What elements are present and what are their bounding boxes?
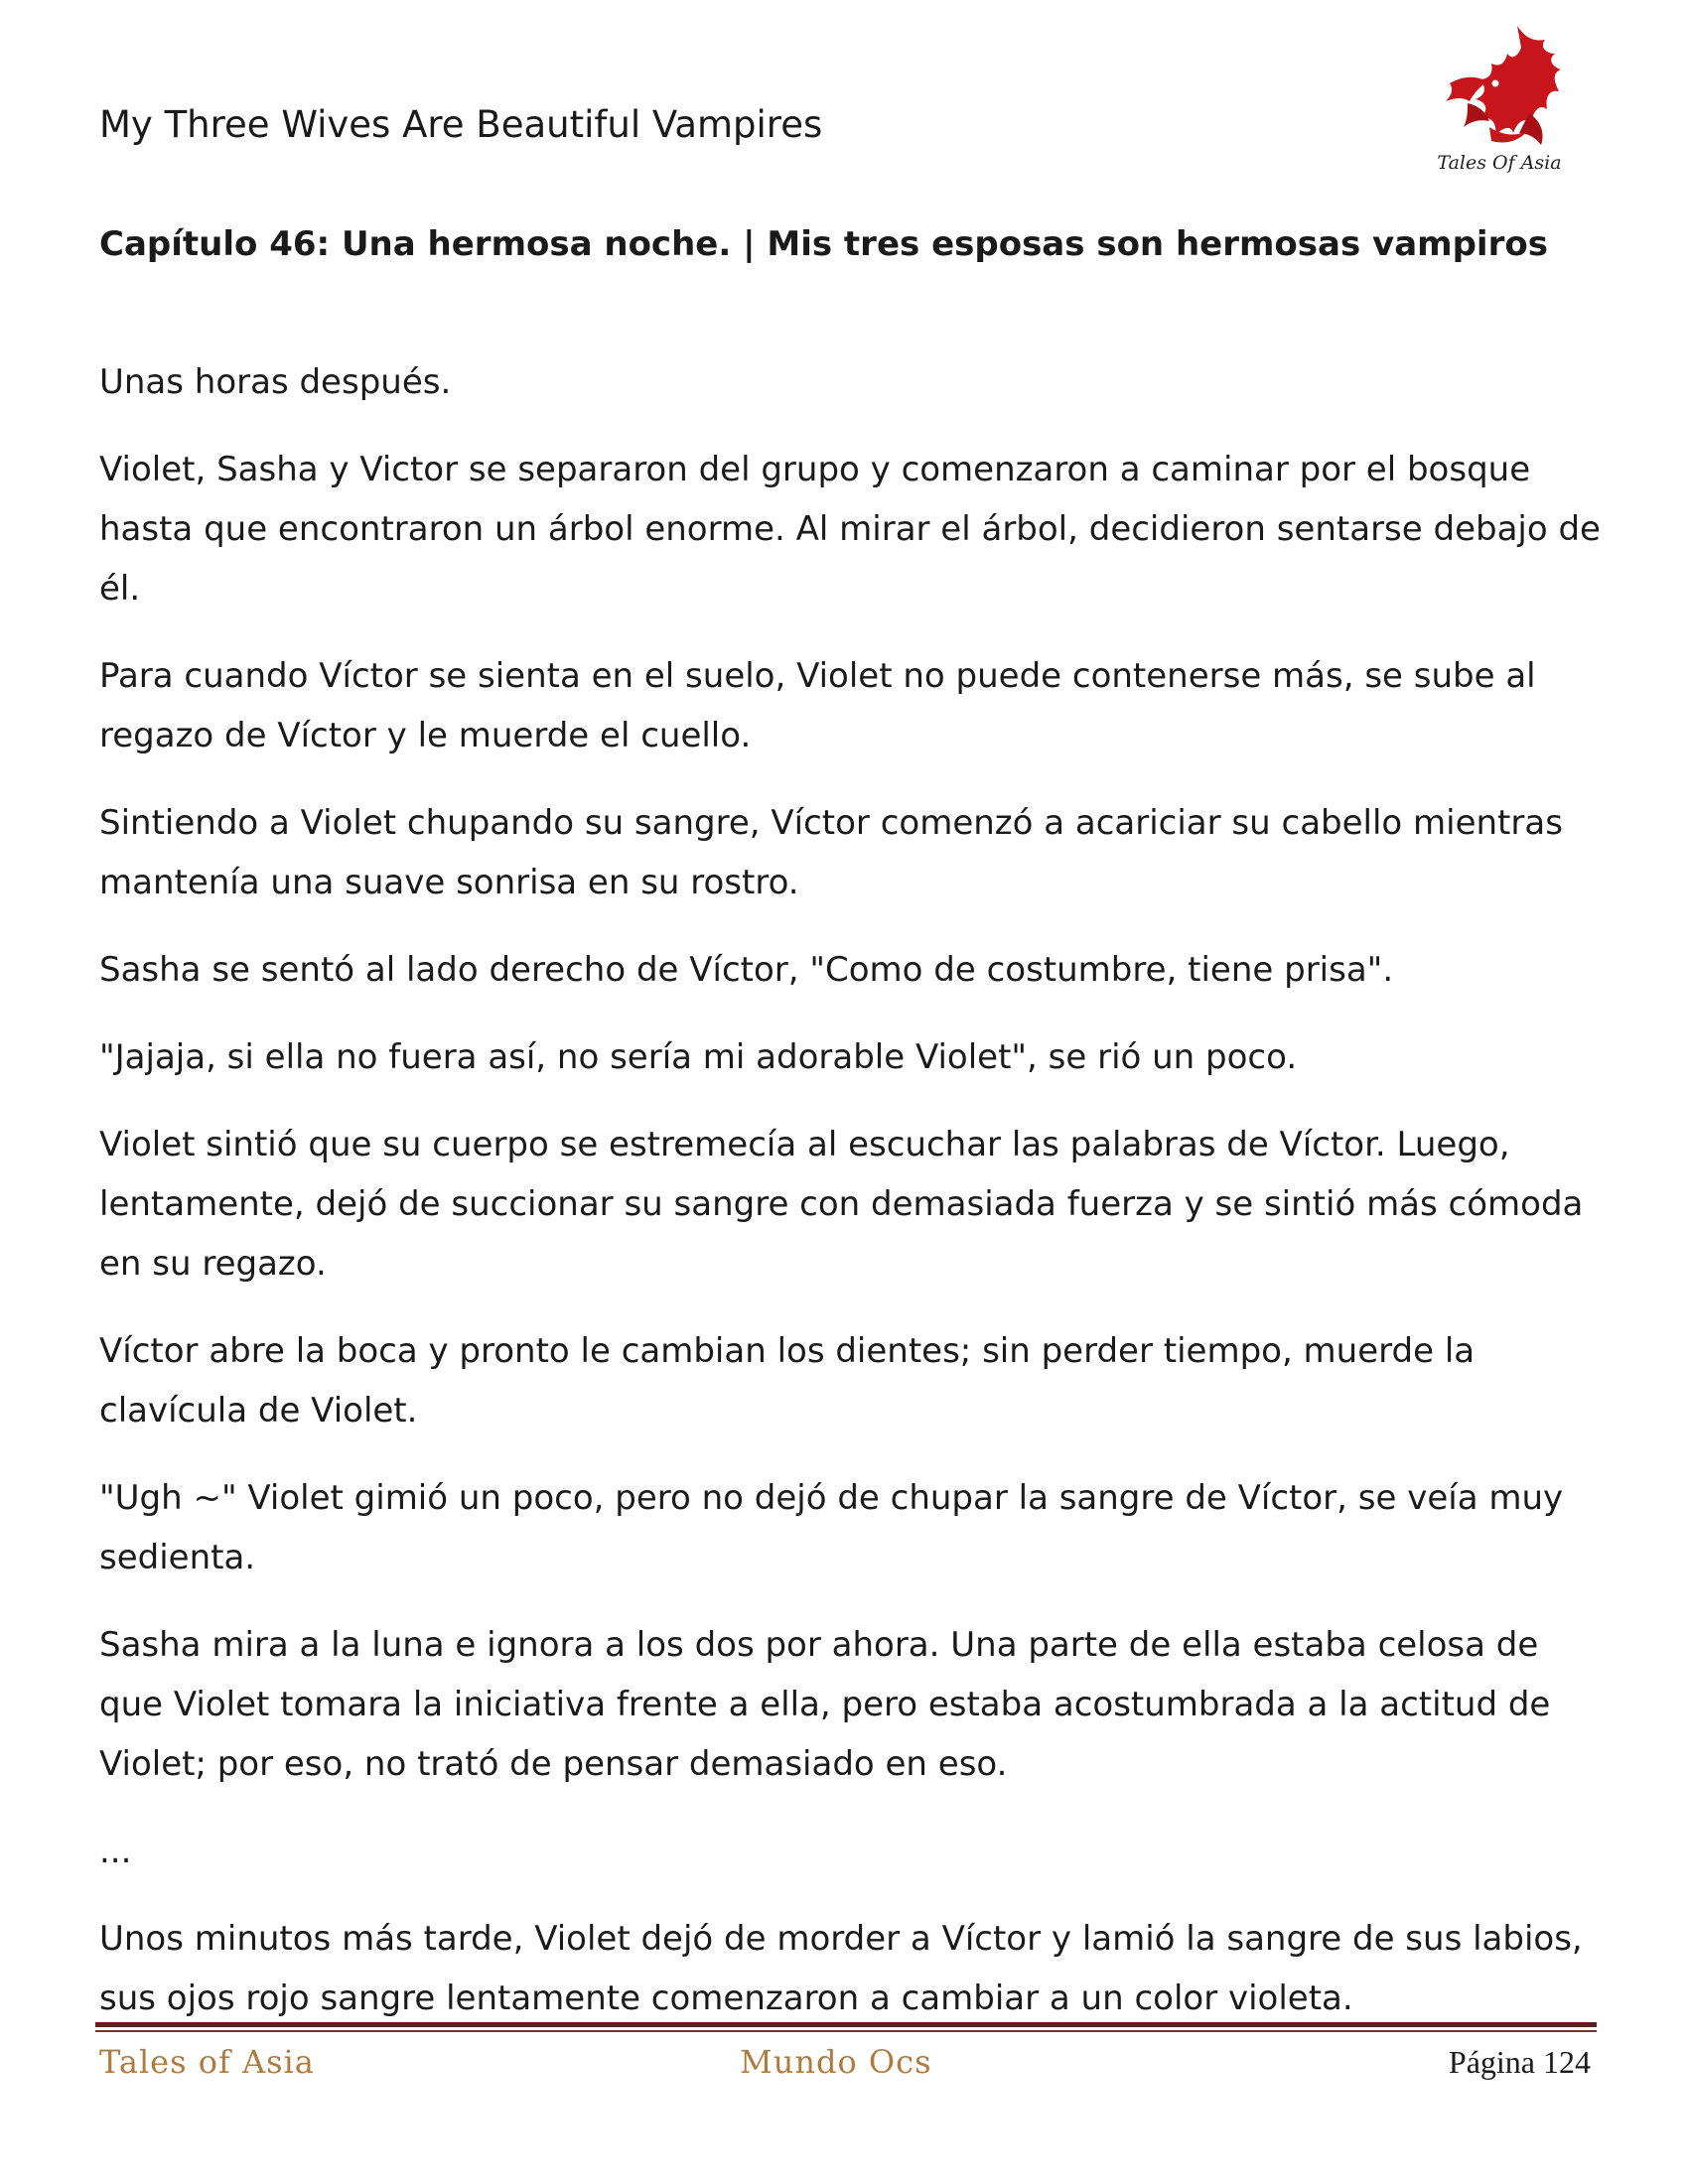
- footer-divider-thin: [95, 2030, 1597, 2032]
- footer-site-name: Tales of Asia: [99, 2043, 315, 2081]
- chapter-title: Capítulo 46: Una hermosa noche. | Mis tres esposas son hermosas vampiros: [99, 224, 1548, 264]
- paragraph: Sasha mira a la luna e ignora a los dos por ahora. Una parte de ella estaba celosa de que Violet tomara la iniciativa frente a ella, pero estaba acostumbrada a la actitud de Violet; por eso, no trató de pensar demasiado en eso.: [99, 1625, 1551, 1784]
- paragraph: Víctor abre la boca y pronto le cambian los dientes; sin perder tiempo, muerde la clavícula de Violet.: [99, 1331, 1476, 1431]
- page-number: Página 124: [1448, 2044, 1591, 2080]
- chapter-body: [99, 352, 1609, 2056]
- tales-of-asia-logo: [1430, 18, 1569, 182]
- paragraph: Violet sintió que su cuerpo se estremecía al escuchar las palabras de Víctor. Luego, lentamente, dejó de succionar su sangre con demasiada fuerza y se sintió más cómoda en su regazo.: [99, 1125, 1584, 1284]
- paragraph: Unas horas después.: [99, 362, 452, 402]
- paragraph: "Ugh ~" Violet gimió un poco, pero no dejó de chupar la sangre de Víctor, se veía muy sedienta.: [99, 1478, 1564, 1577]
- paragraph: Unos minutos más tarde, Violet dejó de morder a Víctor y lamió la sangre de sus labios, sus ojos rojo sangre lentamente comenzaron a cambiar a un color violeta.: [99, 1919, 1583, 2018]
- footer-translator: Mundo Ocs: [740, 2043, 932, 2081]
- logo-text: Tales Of Asia: [1437, 152, 1562, 174]
- book-title: My Three Wives Are Beautiful Vampires: [99, 103, 823, 146]
- paragraph: Violet, Sasha y Victor se separaron del grupo y comenzaron a caminar por el bosque hasta que encontraron un árbol enorme. Al mirar el árbol, decidieron sentarse debajo de él.: [99, 450, 1601, 609]
- paragraph: Para cuando Víctor se sienta en el suelo, Violet no puede contenerse más, se sube al regazo de Víctor y le muerde el cuello.: [99, 656, 1536, 755]
- scene-break: ...: [99, 1832, 132, 1871]
- footer-divider: [95, 2022, 1597, 2027]
- paragraph: Sasha se sentó al lado derecho de Víctor, "Como de costumbre, tiene prisa".: [99, 950, 1394, 990]
- paragraph: Sintiendo a Violet chupando su sangre, Víctor comenzó a acariciar su cabello mientras mantenía una suave sonrisa en su rostro.: [99, 803, 1563, 902]
- paragraph: "Jajaja, si ella no fuera así, no sería mi adorable Violet", se rió un poco.: [99, 1037, 1298, 1077]
